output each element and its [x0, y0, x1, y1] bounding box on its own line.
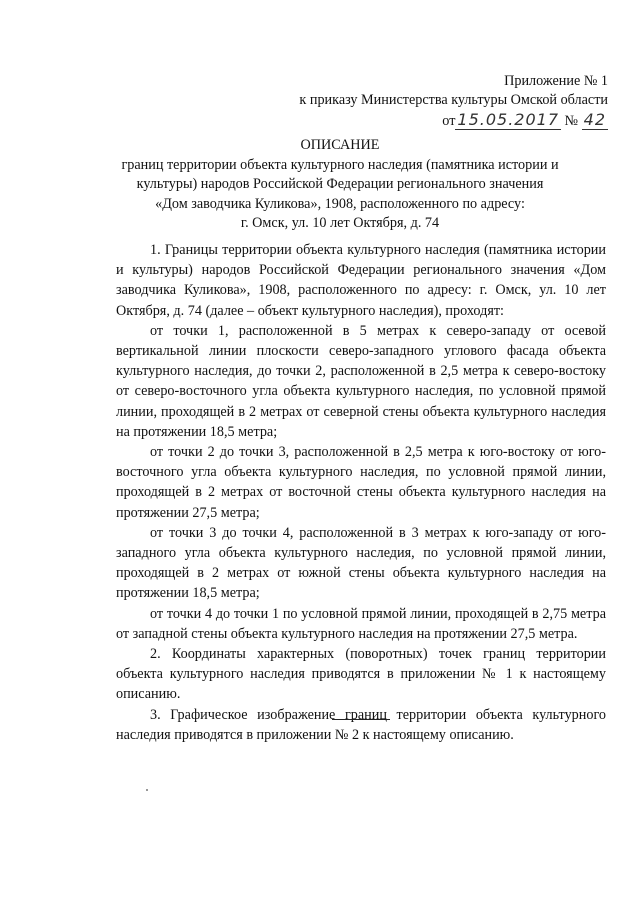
number-prefix: №: [564, 113, 579, 129]
paragraph: от точки 4 до точки 1 по условной прямой линии, проходящей в 2,75 метра от западной стены объекта культурного наследия на протяжении 27,5 метра.: [116, 605, 606, 642]
appendix-number: Приложение № 1: [504, 73, 608, 89]
paragraph: от точки 1, расположенной в 5 метрах к северо-западу от осевой вертикальной линии плоскости северо-западного углового фасада объекта культурного наследия, до точки 2, расположенной в 2,5 метра к северо-востоку от северо-восточного угла объекта культурного наследия, по условной прямой линии, проходящей в 2 метрах от северной стены объекта культурного наследия на протяжении 18,5 метра;: [116, 322, 606, 440]
appendix-date-line: [248, 110, 608, 131]
scan-speck: [146, 789, 148, 791]
paragraph: от точки 3 до точки 4, расположенной в 3 метрах к юго-западу от юго-западного угла объекта культурного наследия, по условной прямой линии, проходящей в 2 метрах от южной стены объекта культурного наследия на протяжении 18,5 метра;: [116, 524, 606, 602]
handwritten-date: 15.05.2017: [457, 110, 559, 129]
title-line: культуры) народов Российской Федерации регионального значения: [136, 176, 544, 193]
paragraph: 3. Графическое изображение границ территории объекта культурного наследия приводятся в приложении № 2 к настоящему описанию.: [116, 706, 606, 743]
appendix-order-ref: к приказу Министерства культуры Омской области: [299, 92, 608, 108]
end-divider: [332, 719, 390, 720]
appendix-header: [248, 72, 608, 131]
title-line: границ территории объекта культурного наследия (памятника истории и: [121, 156, 559, 173]
paragraph: 2. Координаты характерных (поворотных) точек границ территории объекта культурного наследия приводятся в приложении № 1 к настоящему описанию.: [116, 646, 606, 703]
title-line: «Дом заводчика Куликова», 1908, расположенного по адресу:: [155, 195, 525, 212]
paragraph: 1. Границы территории объекта культурного наследия (памятника истории и культуры) народов Российской Федерации регионального значения «Дом заводчика Куликова», 1908, расположенного по адресу: г. Омск, ул. 10 лет Октября, д. 74 (далее – объект культурного наследия), проходят:: [116, 242, 606, 319]
document-title: [80, 136, 600, 234]
handwritten-number: 42: [583, 110, 606, 129]
date-prefix: от: [442, 113, 456, 129]
document-body: [116, 240, 606, 745]
title-heading: ОПИСАНИЕ: [300, 137, 380, 153]
paragraph: от точки 2 до точки 3, расположенной в 2,5 метра к юго-востоку от юго-восточного угла объекта культурного наследия, по условной прямой линии, проходящей в 2 метрах от восточной стены объекта культурного наследия на протяжении 27,5 метра;: [116, 444, 606, 521]
title-line: г. Омск, ул. 10 лет Октября, д. 74: [240, 215, 440, 232]
